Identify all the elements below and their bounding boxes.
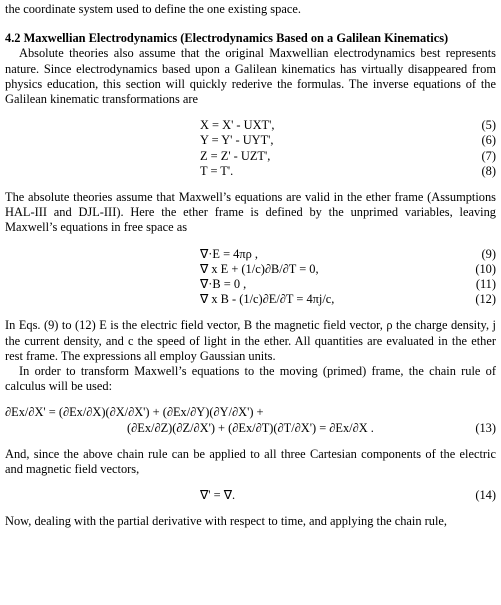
paragraph-definitions: In Eqs. (9) to (12) E is the electric field vector, B the magnetic field vector, ρ the charge density, j the current density, and c the speed of light in the ether. All quantities are evaluated in the ether rest frame. The expressions all employ Gaussian units. — [5, 318, 496, 363]
equation-number: (9) — [481, 246, 496, 261]
equation-number: (14) — [475, 488, 496, 503]
equation-text: ∇·E = 4πρ , — [200, 246, 258, 261]
equation-number: (8) — [481, 163, 496, 178]
equation-text: (∂Ex/∂Z)(∂Z/∂X') + (∂Ex/∂T)(∂T/∂X') = ∂Ex/∂X . — [127, 420, 374, 435]
equation-number: (11) — [475, 276, 496, 291]
equation-text: ∇·B = 0 , — [200, 276, 247, 291]
equation-text: Y = Y' - UYT', — [200, 133, 274, 148]
equation-8 — [5, 164, 496, 179]
equation-text: T = T'. — [200, 163, 234, 178]
paragraph-cartesian: And, since the above chain rule can be applied to all three Cartesian components of the electric and magnetic field vectors, — [5, 446, 496, 476]
paragraph-chain-rule-intro: In order to transform Maxwell’s equations to the moving (primed) frame, the chain rule of calculus will be used: — [5, 363, 496, 394]
equation-number: (7) — [481, 148, 496, 163]
equation-9 — [5, 247, 496, 262]
equation-7 — [5, 149, 496, 164]
section-heading: 4.2 Maxwellian Electrodynamics (Electrodynamics Based on a Galilean Kinematics) — [5, 31, 449, 46]
paragraph-maxwell: The absolute theories assume that Maxwell’s equations are valid in the ether frame (Assumptions HAL-III and DJL-III). Here the ether frame is defined by the unprimed variables, leaving Maxwell’s equations in free space as — [5, 189, 496, 235]
equation-text: X = X' - UXT', — [200, 118, 275, 133]
top-line: the coordinate system used to define the one existing space. — [5, 2, 301, 16]
equation-6 — [5, 133, 496, 148]
equation-number: (12) — [475, 292, 496, 307]
equation-14 — [5, 488, 496, 503]
equation-text: ∇ x E + (1/c)∂B/∂T = 0, — [200, 261, 319, 276]
equation-5 — [5, 118, 496, 133]
equation-13 — [5, 405, 496, 435]
equation-text: ∇ x B - (1/c)∂E/∂T = 4πj/c, — [200, 292, 335, 307]
equation-text: ∂Ex/∂X' = (∂Ex/∂X)(∂X/∂X') + (∂Ex/∂Y)(∂Y/∂X') + — [5, 405, 264, 420]
equation-13-line-1 — [5, 405, 496, 420]
equation-number: (5) — [481, 118, 496, 133]
equation-10 — [5, 262, 496, 277]
equation-13-line-2 — [5, 421, 496, 436]
equation-number: (13) — [475, 420, 496, 435]
equation-12 — [5, 292, 496, 307]
galilean-equations — [5, 118, 496, 179]
document-page — [5, 0, 496, 530]
maxwell-equations — [5, 247, 496, 308]
paragraph-intro: Absolute theories also assume that the original Maxwellian electrodynamics best represents nature. Since electrodynamics based upon a Galilean kinematics has virtually disappeared from physics education, this section will quickly rederive the formulas. The inverse equations of the Galilean kinematic transformations are — [5, 46, 496, 107]
equation-11 — [5, 277, 496, 292]
equation-number: (10) — [475, 261, 496, 276]
equation-text: Z = Z' - UZT', — [200, 148, 271, 163]
equation-text: ∇' = ∇. — [200, 488, 236, 503]
paragraph-time-derivative: Now, dealing with the partial derivative with respect to time, and applying the chain rule, — [5, 514, 448, 529]
equation-number: (6) — [481, 133, 496, 148]
